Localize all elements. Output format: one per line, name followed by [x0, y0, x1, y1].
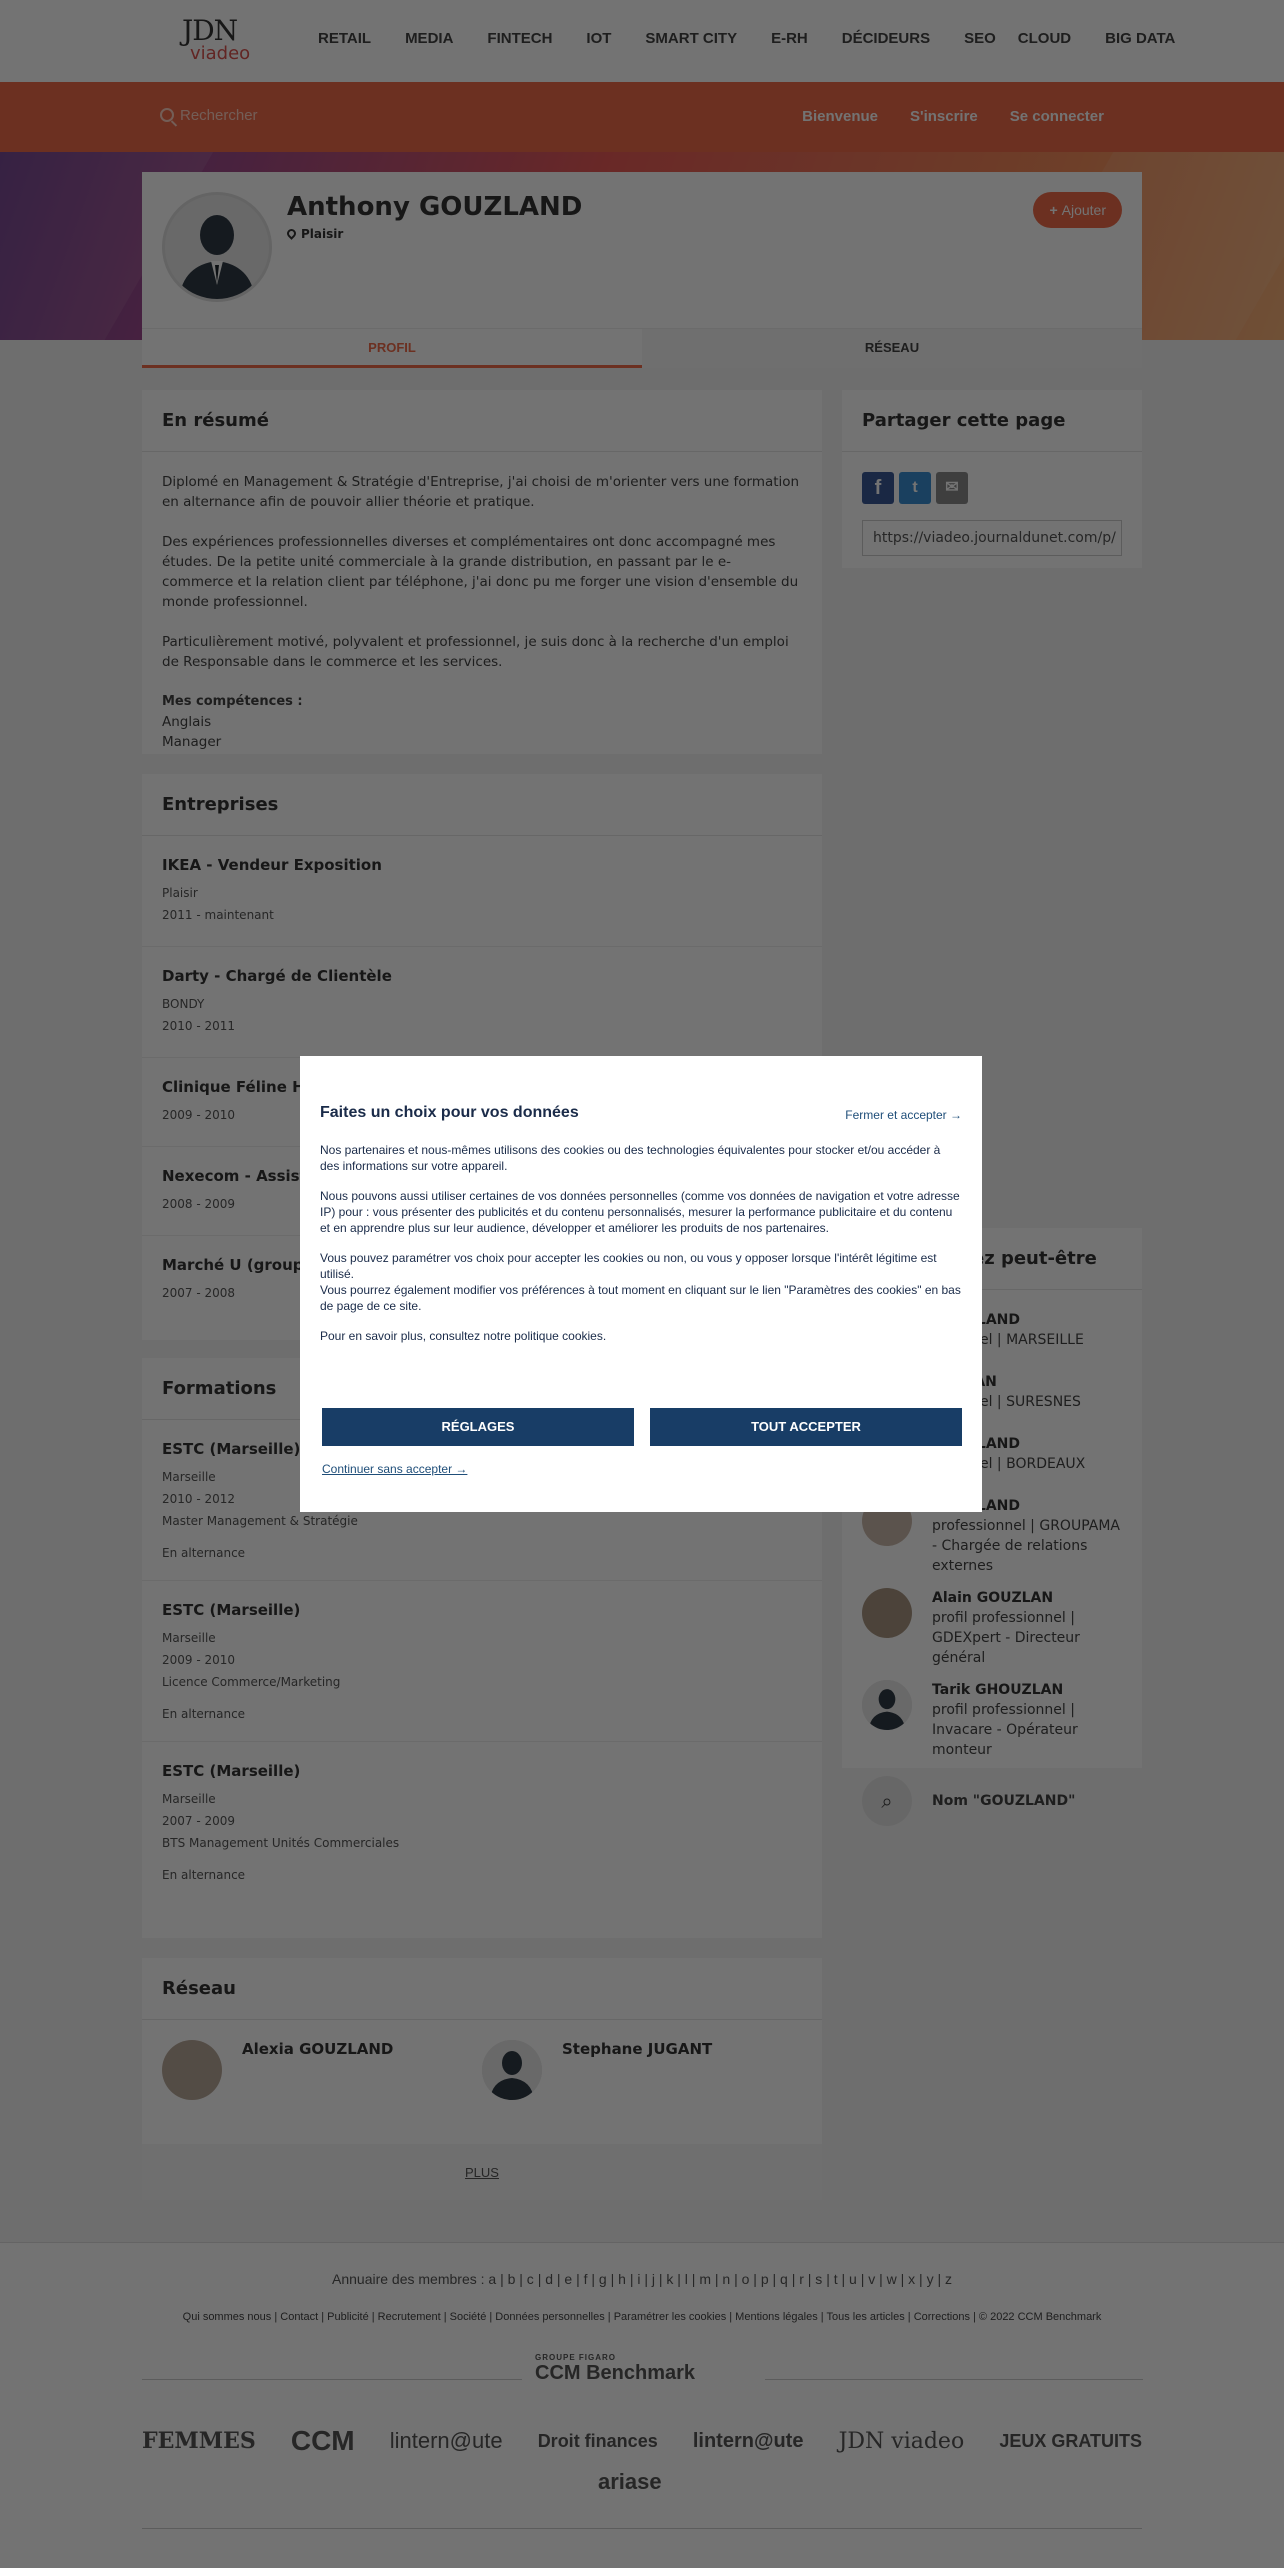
dialog-paragraph: Nous pouvons aussi utiliser certaines de vos données personnelles (comme vos données de navigation et votre adresse IP) pour : vous présenter des publicités et du contenu personnalisés, mesurer la performance publicitaire et du contenu et en apprendre plus sur leur audience, développer et améliorer les produits de nos partenaires. — [320, 1189, 960, 1235]
dialog-paragraph: Nos partenaires et nous-mêmes utilisons des cookies ou des technologies équivalentes pour stocker et/ou accéder à des informations sur votre appareil. — [320, 1143, 941, 1173]
dialog-paragraph: Pour en savoir plus, consultez notre politique cookies. — [320, 1329, 607, 1343]
dialog-title: Faites un choix pour vos données — [320, 1104, 579, 1121]
settings-button[interactable]: RÉGLAGES — [322, 1408, 634, 1446]
dialog-buttons — [322, 1408, 962, 1446]
dialog-body — [320, 1142, 962, 1344]
cookie-consent-dialog — [300, 1056, 982, 1512]
dialog-paragraph: Vous pourrez également modifier vos préférences à tout moment en cliquant sur le lien "Paramètres des cookies" en bas de page de ce site. — [320, 1283, 961, 1313]
dialog-paragraph: Vous pouvez paramétrer vos choix pour accepter les cookies ou non, ou vous y opposer lorsque l'intérêt légitime est utilisé. — [320, 1251, 937, 1281]
accept-all-button[interactable]: TOUT ACCEPTER — [650, 1408, 962, 1446]
close-and-accept-link[interactable]: Fermer et accepter → — [845, 1108, 962, 1122]
continue-without-accepting-link[interactable]: Continuer sans accepter → — [322, 1462, 468, 1476]
